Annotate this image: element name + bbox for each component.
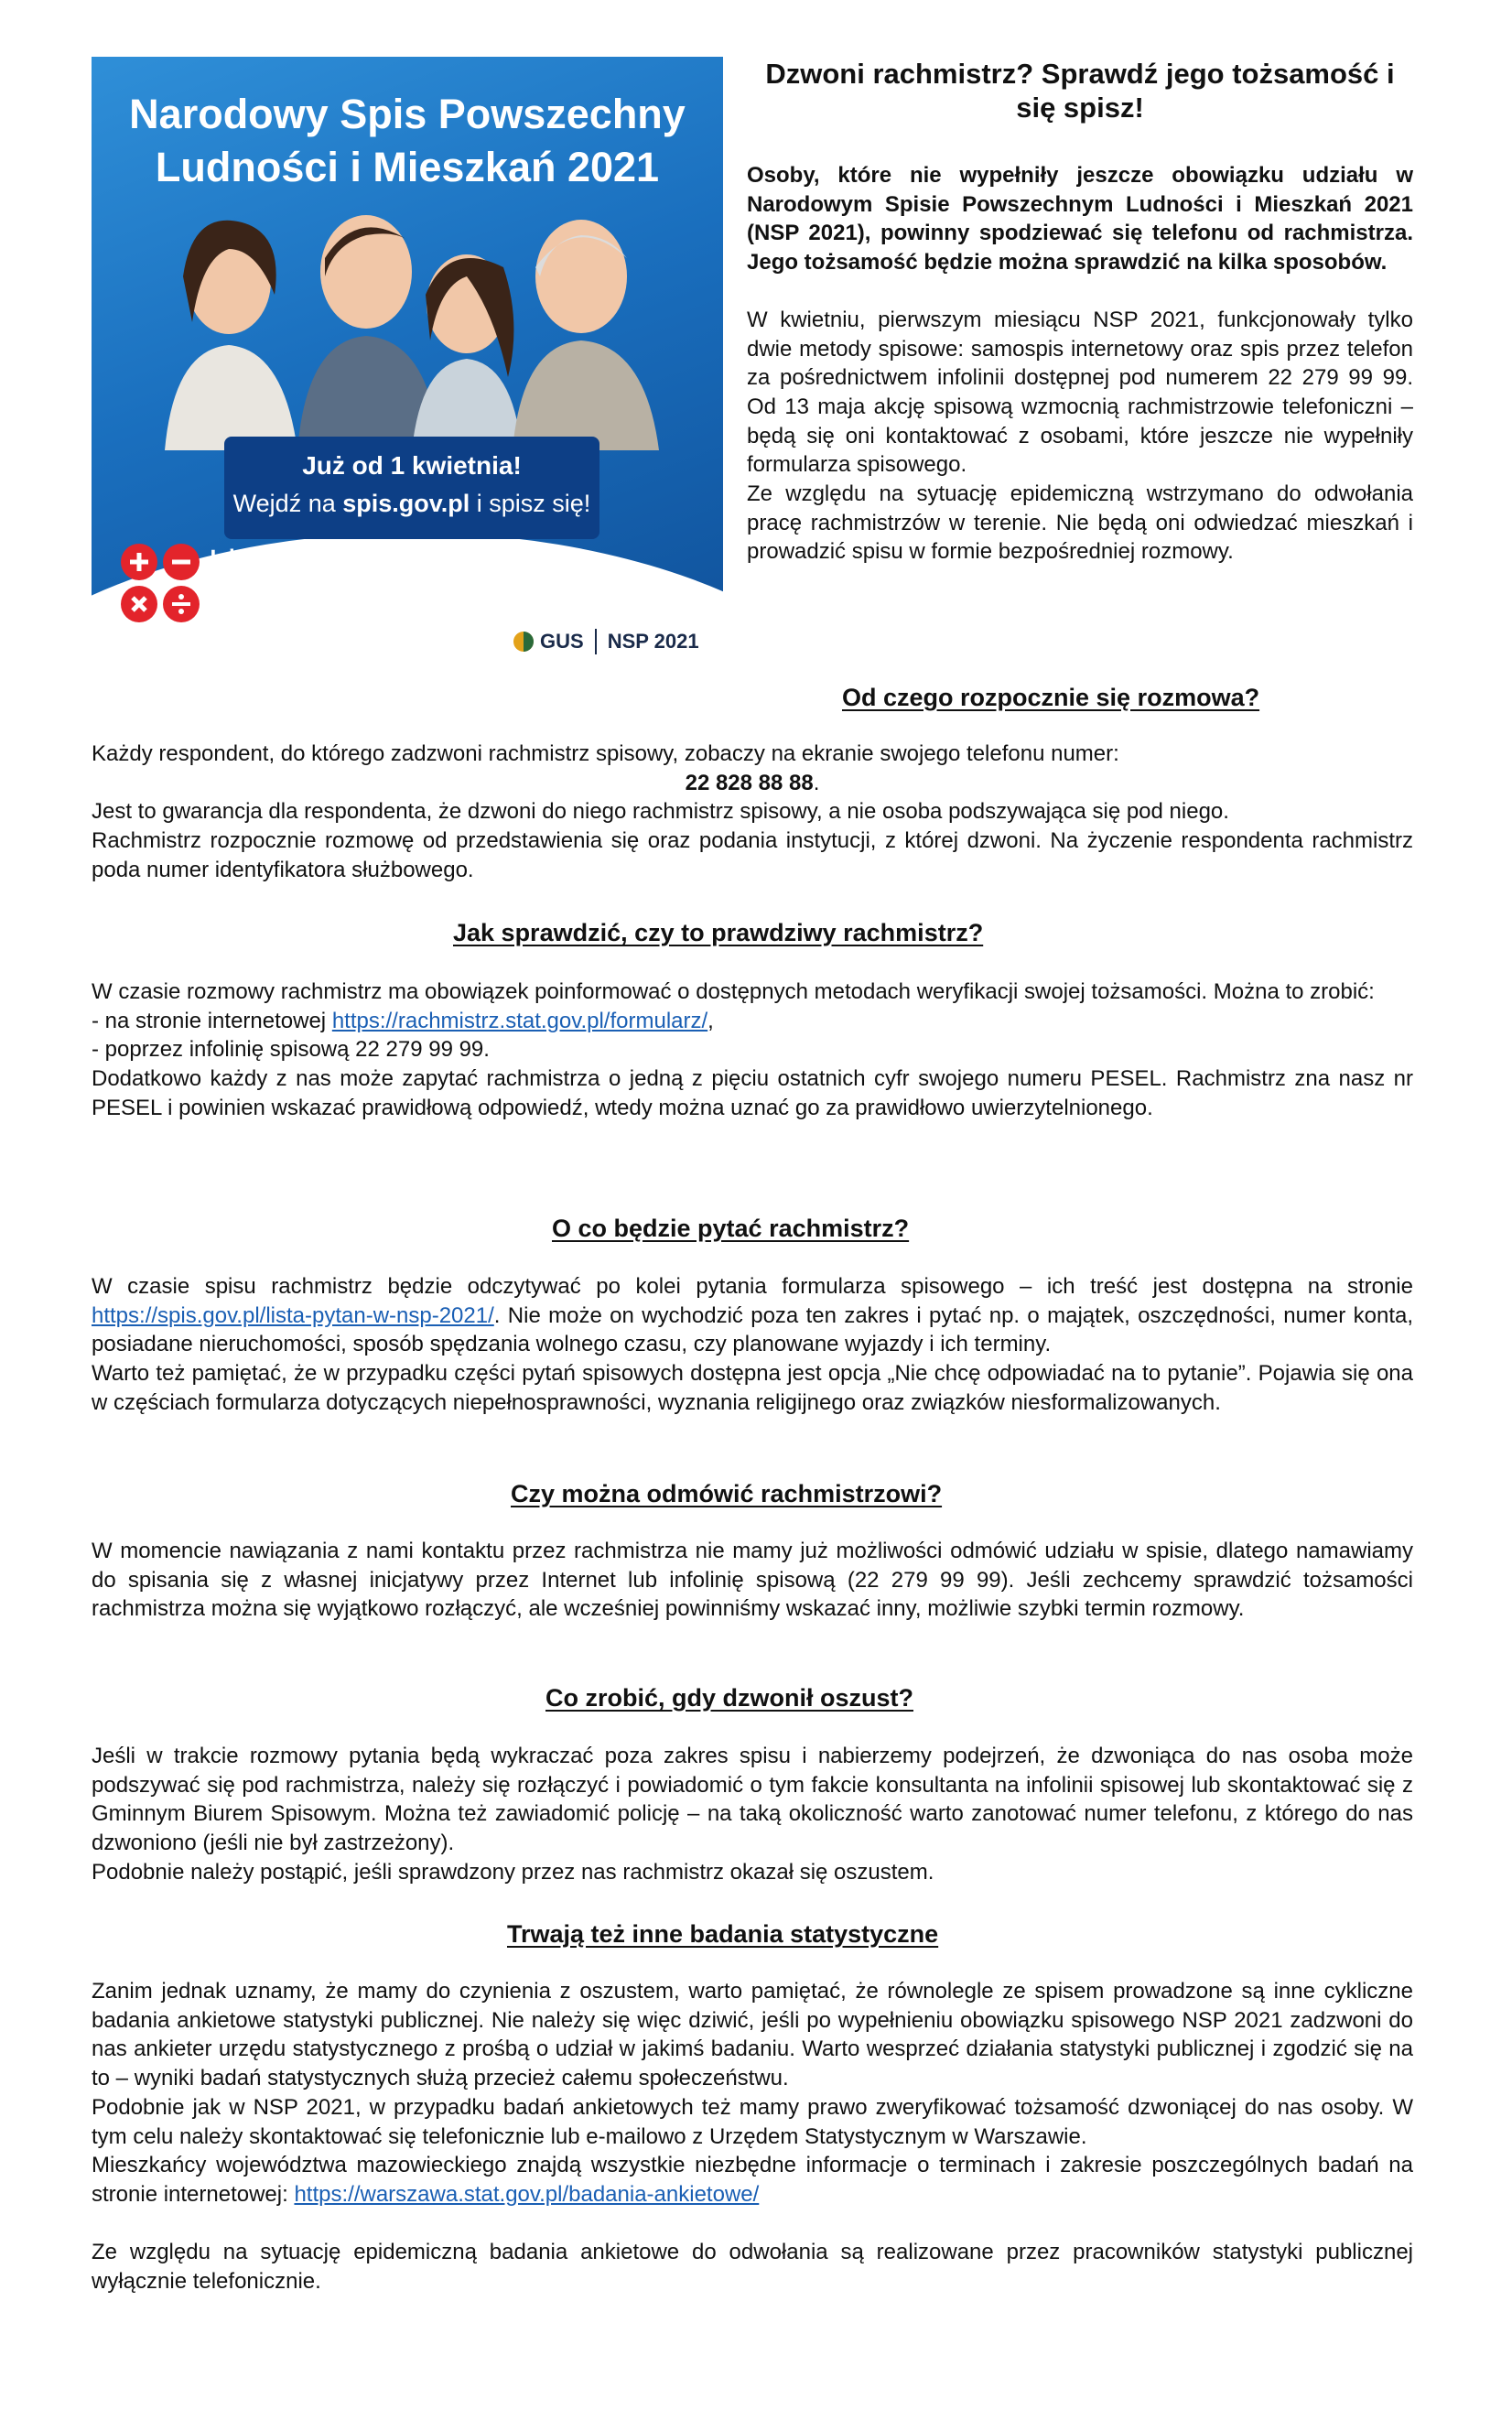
heading-fraud: Co zrobić, gdy dzwonił oszust? bbox=[545, 1684, 913, 1712]
logo-separator bbox=[595, 629, 597, 654]
rachmistrz-form-link[interactable]: https://rachmistrz.stat.gov.pl/formularz/ bbox=[331, 1008, 708, 1033]
questions-list-link[interactable]: https://spis.gov.pl/lista-pytan-w-nsp-2021/ bbox=[92, 1302, 494, 1328]
section-verify-enumerator: W czasie rozmowy rachmistrz ma obowiązek poinformować o dostępnych metodach weryfikacji swojej tożsamości. Można to zrobić: - na stronie internetowej https://rachmistrz.stat.gov.pl/formularz/, - poprzez infolinię spisową 22 279 99 99. Dodatkowo każdy z nas może zapytać rachmistrza o jedną z pięciu ostatnich cyfr swojego numeru PESEL. Rachmistrz zna nasz nr PESEL i powinien wskazać prawidłową odpowiedź, wtedy można uznać go za prawidłowo uwierzytelnionego. bbox=[92, 979, 1413, 1120]
heading-other-surveys: Trwają też inne badania statystyczne bbox=[507, 1920, 939, 1948]
surveys-info-paragraph: Mieszkańcy województwa mazowieckiego znajdą wszystkie niezbędne informacje o terminach i zakresie poszczególnych badań na stronie internetowej: https://warszawa.stat.gov.pl/badania-ankietowe/ bbox=[92, 2153, 1413, 2207]
section-questions: W czasie spisu rachmistrz będzie odczytywać po kolei pytania formularza spisowego – ich treść jest dostępna na stronie https://spis.gov.pl/lista-pytan-w-nsp-2021/. Nie może on wychodzić poza ten zakres i pytać np. o majątek, oszczędności, numer konta, posiadane nieruchomości, sposób spędzania wolnego czasu, czy planowane wyjazdy i ich terminy. Warto też pamiętać, że w przypadku części pytań spisowych dostępna jest opcja „Nie chcę odpowiadać na to pytanie”. Pojawia się ona w częściach formularza dotyczących niepełnosprawności, wyznania religijnego oraz związków niesformalizowanych. bbox=[92, 1274, 1413, 1415]
math-operators-icon bbox=[119, 542, 203, 626]
page-title: Dzwoni rachmistrz? Sprawdź jego tożsamość i się spisz! bbox=[765, 58, 1395, 124]
banner-slogan: Liczymy się DLA POLSKI! bbox=[209, 544, 442, 625]
caller-number-line: 22 828 88 88. bbox=[685, 770, 820, 795]
banner-cta-line: Wejdź na spis.gov.pl i spisz się! bbox=[232, 490, 591, 517]
banner-cta-box: Już od 1 kwietnia! Wejdź na spis.gov.pl i spisz się! bbox=[224, 437, 599, 539]
intro-paragraph-1: W kwietniu, pierwszym miesiącu NSP 2021, funkcjonowały tylko dwie metody spisowe: samospis internetowy oraz spis przez telefon za pośrednictwem infolinii dostępnej pod numerem 22 279 99 99. Od 13 maja akcję spisową wzmocnią rachmistrzowie telefoniczni – będą się oni kontaktować z osobami, które jeszcze nie wypełniły formularza spisowego. bbox=[747, 307, 1413, 478]
gus-nsp-logo: GUS NSP 2021 bbox=[513, 629, 699, 654]
gus-logo-icon bbox=[513, 631, 535, 653]
section-other-surveys: Zanim jednak uznamy, że mamy do czynienia z oszustem, warto pamiętać, że równolegle ze spisem prowadzone są inne cykliczne badania ankietowe statystyki publicznej. Nie należy się więc dziwić, jeśli po wypełnieniu obowiązku spisowego NSP 2021 zadzwoni do nas ankieter urzędu statystycznego z prośbą o udział w jakimś badaniu. Warto wesprzeć działania statystyki publicznej i zgodzić się na to – wyniki badań statystycznych służą przecież całemu społeczeństwu. Podobnie jak w NSP 2021, w przypadku badań ankietowych też mamy prawo zweryfikować tożsamość dzwoniącej do nas osoby. W tym celu należy skontaktować się telefonicznie lub e-mailowo z Urzędem Statystycznym w Warszawie. Mieszkańcy województwa mazowieckiego znajdą wszystkie niezbędne informacje o terminach i zakresie poszczególnych badań na stronie internetowej: https://warszawa.stat.gov.pl/badania-ankietowe/ Ze względu na sytuację epidemiczną badania ankietowe do odwołania są realizowane przez pracowników statystyki publicznej wyłącznie telefonicznie. bbox=[92, 1979, 1413, 2295]
section-refuse: W momencie nawiązania z nami kontaktu przez rachmistrza nie mamy już możliwości odmówić udziału w spisie, dlatego namawiamy do spisania się z własnej inicjatywy przez Internet lub infolinię spisową (22 279 99 99). Jeśli zechcemy sprawdzić tożsamości rachmistrza można się wyjątkowo rozłączyć, ale wcześniej powinniśmy wskazać inny, możliwie szybki termin rozmowy. bbox=[92, 1539, 1413, 1622]
heading-questions: O co będzie pytać rachmistrz? bbox=[552, 1215, 910, 1242]
family-photo-icon bbox=[146, 194, 677, 450]
section-fraud: Jeśli w trakcie rozmowy pytania będą wykraczać poza zakres spisu i nabierzemy podejrzeń, że dzwoniąca do nas osoba może podszywać się pod rachmistrza, należy się rozłączyć i powiadomić o tym fakcie konsultanta na infolinii spisowej lub skontaktować się z Gminnym Biurem Spisowym. Można też zawiadomić policję – na taką okoliczność warto zanotować numer telefonu, z którego do nas dzwoniono (jeśli nie był zastrzeżony). Podobnie należy postąpić, jeśli sprawdzony przez nas rachmistrz okazał się oszustem. bbox=[92, 1744, 1413, 1885]
heading-refuse: Czy można odmówić rachmistrzowi? bbox=[511, 1480, 943, 1507]
warszawa-surveys-link[interactable]: https://warszawa.stat.gov.pl/badania-ankietowe/ bbox=[294, 2181, 760, 2207]
intro-column bbox=[747, 57, 1413, 567]
lead-paragraph: Osoby, które nie wypełniły jeszcze obowiązku udziału w Narodowym Spisie Powszechnym Ludności i Mieszkań 2021 (NSP 2021), powinny spodziewać się telefonu od rachmistrza. Jego tożsamość będzie można sprawdzić na kilka sposobów. bbox=[747, 163, 1413, 275]
heading-conversation-start: Od czego rozpocznie się rozmowa? bbox=[842, 684, 1260, 711]
nsp-banner-image bbox=[92, 57, 723, 688]
intro-paragraph-2: Ze względu na sytuację epidemiczną wstrzymano do odwołania pracę rachmistrzów w terenie. Nie będą oni odwiedzać mieszkań i prowadzić spisu w formie bezpośredniej rozmowy. bbox=[747, 481, 1413, 565]
verify-web-item: - na stronie internetowej https://rachmistrz.stat.gov.pl/formularz/, bbox=[92, 1008, 714, 1033]
banner-title: Narodowy Spis Powszechny Ludności i Mieszkań 2021 bbox=[129, 91, 686, 190]
section-conversation-start: Każdy respondent, do którego zadzwoni rachmistrz spisowy, zobaczy na ekranie swojego telefonu numer: 22 828 88 88. Jest to gwarancja dla respondenta, że dzwoni do niego rachmistrz spisowy, a nie osoba podszywająca się pod niego. Rachmistrz rozpocznie rozmowę od przedstawienia się oraz podania instytucji, z której dzwoni. Na życzenie respondenta rachmistrz poda numer identyfikatora służbowego. bbox=[92, 741, 1413, 882]
questions-paragraph-1: W czasie spisu rachmistrz będzie odczytywać po kolei pytania formularza spisowego – ich treść jest dostępna na stronie https://spis.gov.pl/lista-pytan-w-nsp-2021/. Nie może on wychodzić poza ten zakres i pytać np. o majątek, oszczędności, numer konta, posiadane nieruchomości, sposób spędzania wolnego czasu, czy planowane wyjazdy i ich terminy. bbox=[92, 1274, 1413, 1357]
heading-verify-enumerator: Jak sprawdzić, czy to prawdziwy rachmistrz? bbox=[453, 919, 984, 946]
